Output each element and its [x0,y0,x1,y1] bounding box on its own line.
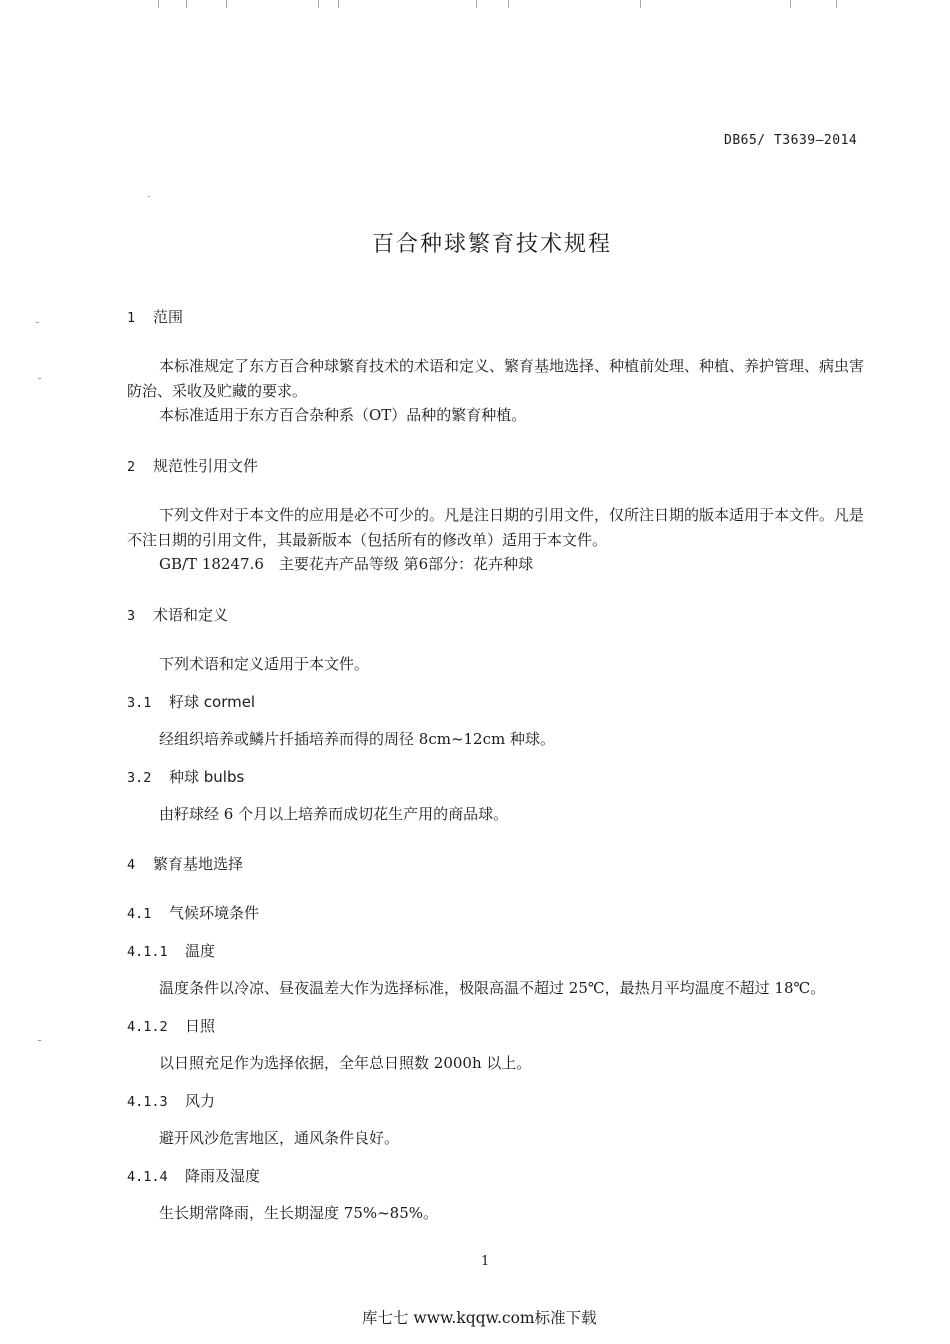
standard-code: DB65/ T3639—2014 [724,133,858,148]
section-number: 2 [127,459,136,475]
normative-reference: GB/T 18247.6 主要花卉产品等级 第6部分：花卉种球 [159,555,534,573]
section-3-1-heading [127,691,255,712]
section-3-heading [127,604,228,625]
section-title: 降雨及湿度 [185,1167,261,1185]
section-title: 种球 bulbs [169,768,245,786]
section-number: 4.1.2 [127,1019,168,1035]
section-number: 4.1 [127,906,152,922]
section-title: 范围 [153,308,184,326]
section-title: 术语和定义 [153,606,229,624]
section-number: 4.1.3 [127,1094,168,1110]
section-4-1-3-heading [127,1090,215,1111]
section-number: 1 [127,310,136,326]
section-number: 4.1.1 [127,944,168,960]
section-number: 3 [127,608,136,624]
section-title: 气候环境条件 [169,904,260,922]
section-3-1-paragraph: 经组织培养或鳞片扦插培养而得的周径 8cm~12cm 种球。 [159,730,555,748]
section-3-2-heading [127,766,244,787]
section-1-paragraph-2: 本标准适用于东方百合杂种系（OT）品种的繁育种植。 [159,406,527,424]
section-1-paragraph-1: 本标准规定了东方百合种球繁育技术的术语和定义、繁育基地选择、种植前处理、种植、养护管理、病虫害防治、采收及贮藏的要求。 [127,357,865,400]
section-number: 4.1.4 [127,1169,168,1185]
section-number: 3.2 [127,770,152,786]
section-number: 3.1 [127,695,152,711]
section-title: 繁育基地选择 [153,855,244,873]
section-4-1-heading [127,902,259,923]
section-title: 日照 [185,1017,216,1035]
section-title: 籽球 cormel [169,693,256,711]
section-4-1-2-paragraph: 以日照充足作为选择依据，全年总日照数 2000h 以上。 [159,1054,532,1072]
document-title: 百合种球繁育技术规程 [372,232,613,257]
section-number: 4 [127,857,136,873]
section-4-1-1-heading [127,940,215,961]
footer-watermark: 库七七 www.kqqw.com标准下载 [362,1309,597,1327]
section-title: 风力 [185,1092,216,1110]
section-4-1-1-paragraph: 温度条件以冷凉、昼夜温差大作为选择标准，极限高温不超过 25℃，最热月平均温度不超过 18℃。 [159,979,826,997]
section-4-1-4-heading [127,1165,260,1186]
section-2-paragraph-1: 下列文件对于本文件的应用是必不可少的。凡是注日期的引用文件，仅所注日期的版本适用于本文件。凡是不注日期的引用文件，其最新版本（包括所有的修改单）适用于本文件。 [127,506,865,549]
section-3-paragraph-1: 下列术语和定义适用于本文件。 [159,655,370,673]
section-3-2-paragraph: 由籽球经 6 个月以上培养而成切花生产用的商品球。 [159,805,509,823]
section-4-1-4-paragraph: 生长期常降雨，生长期湿度 75%~85%。 [159,1204,439,1222]
section-2-heading [127,455,258,476]
section-4-1-3-paragraph: 避开风沙危害地区，通风条件良好。 [159,1129,400,1147]
section-4-1-2-heading [127,1015,215,1036]
page-number: 1 [481,1254,490,1269]
section-title: 温度 [185,942,216,960]
section-1-heading [127,306,183,327]
section-4-heading [127,853,243,874]
section-title: 规范性引用文件 [153,457,259,475]
